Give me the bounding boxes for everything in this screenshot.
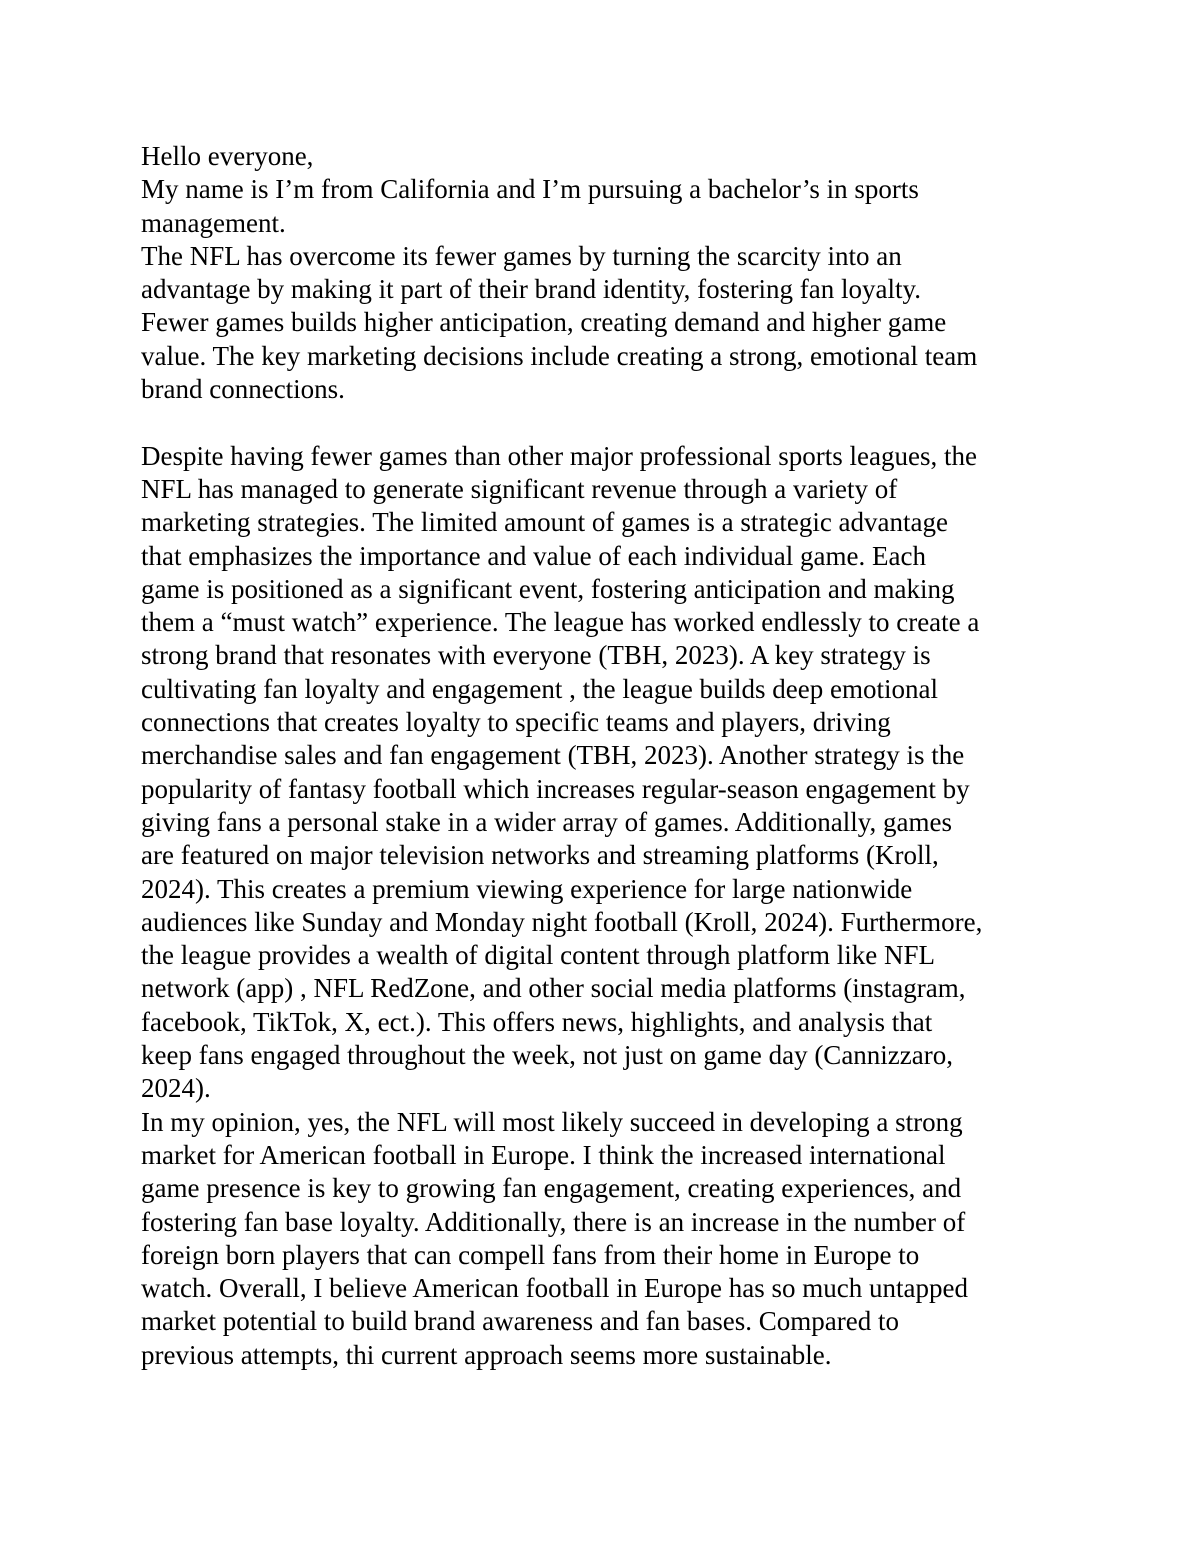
text-line: market for American football in Europe. I think the increased international xyxy=(141,1139,946,1170)
text-line: keep fans engaged throughout the week, not just on game day (Cannizzaro, xyxy=(141,1040,953,1071)
text-line: In my opinion, yes, the NFL will most likely succeed in developing a strong xyxy=(141,1106,963,1137)
text-line: network (app) , NFL RedZone, and other social media platforms (instagram, xyxy=(141,973,966,1004)
text-line: management. xyxy=(141,207,286,238)
text-line: are featured on major television networks and streaming platforms (Kroll, xyxy=(141,840,939,871)
text-line: Hello everyone, xyxy=(141,141,314,171)
text-line: connections that creates loyalty to specific teams and players, driving xyxy=(141,707,891,738)
text-line: merchandise sales and fan engagement (TBH, 2023). Another strategy is the xyxy=(141,740,965,771)
text-line: The NFL has overcome its fewer games by turning the scarcity into an xyxy=(141,240,902,271)
text-line: them a “must watch” experience. The league has worked endlessly to create a xyxy=(141,607,980,638)
text-line: 2024). xyxy=(141,1073,211,1104)
text-line: strong brand that resonates with everyone (TBH, 2023). A key strategy is xyxy=(141,640,931,671)
text-line: popularity of fantasy football which increases regular-season engagement by xyxy=(141,773,970,804)
text-line: 2024). This creates a premium viewing experience for large nationwide xyxy=(141,873,913,904)
text-line: game presence is key to growing fan engagement, creating experiences, and xyxy=(141,1173,962,1204)
text-line: brand connections. xyxy=(141,374,345,405)
text-line: Fewer games builds higher anticipation, creating demand and higher game xyxy=(141,307,947,338)
text-line: Despite having fewer games than other major professional sports leagues, the xyxy=(141,440,977,471)
text-line: that emphasizes the importance and value of each individual game. Each xyxy=(141,540,926,571)
text-line: My name is I’m from California and I’m pursuing a bachelor’s in sports xyxy=(141,174,919,205)
text-line: game is positioned as a significant event, fostering anticipation and making xyxy=(141,573,955,604)
text-line: value. The key marketing decisions include creating a strong, emotional team xyxy=(141,340,978,371)
text-line: NFL has managed to generate significant revenue through a variety of xyxy=(141,473,898,504)
text-line: advantage by making it part of their brand identity, fostering fan loyalty. xyxy=(141,274,922,305)
text-line: foreign born players that can compell fans from their home in Europe to xyxy=(141,1239,920,1270)
text-line: market potential to build brand awareness and fan bases. Compared to xyxy=(141,1306,900,1337)
text-line: previous attempts, thi current approach seems more sustainable. xyxy=(141,1339,832,1370)
text-line: cultivating fan loyalty and engagement , the league builds deep emotional xyxy=(141,673,939,704)
text-line: watch. Overall, I believe American football in Europe has so much untapped xyxy=(141,1273,968,1304)
text-line: facebook, TikTok, X, ect.). This offers news, highlights, and analysis that xyxy=(141,1006,933,1037)
text-line: the league provides a wealth of digital content through platform like NFL xyxy=(141,940,936,971)
text-line: giving fans a personal stake in a wider array of games. Additionally, games xyxy=(141,806,953,837)
text-line: marketing strategies. The limited amount of games is a strategic advantage xyxy=(141,507,948,538)
blank-line xyxy=(141,406,1066,439)
text-line: fostering fan base loyalty. Additionally, there is an increase in the number of xyxy=(141,1206,966,1237)
text-line: audiences like Sunday and Monday night football (Kroll, 2024). Furthermore, xyxy=(141,906,983,937)
document-body xyxy=(141,140,1066,1372)
